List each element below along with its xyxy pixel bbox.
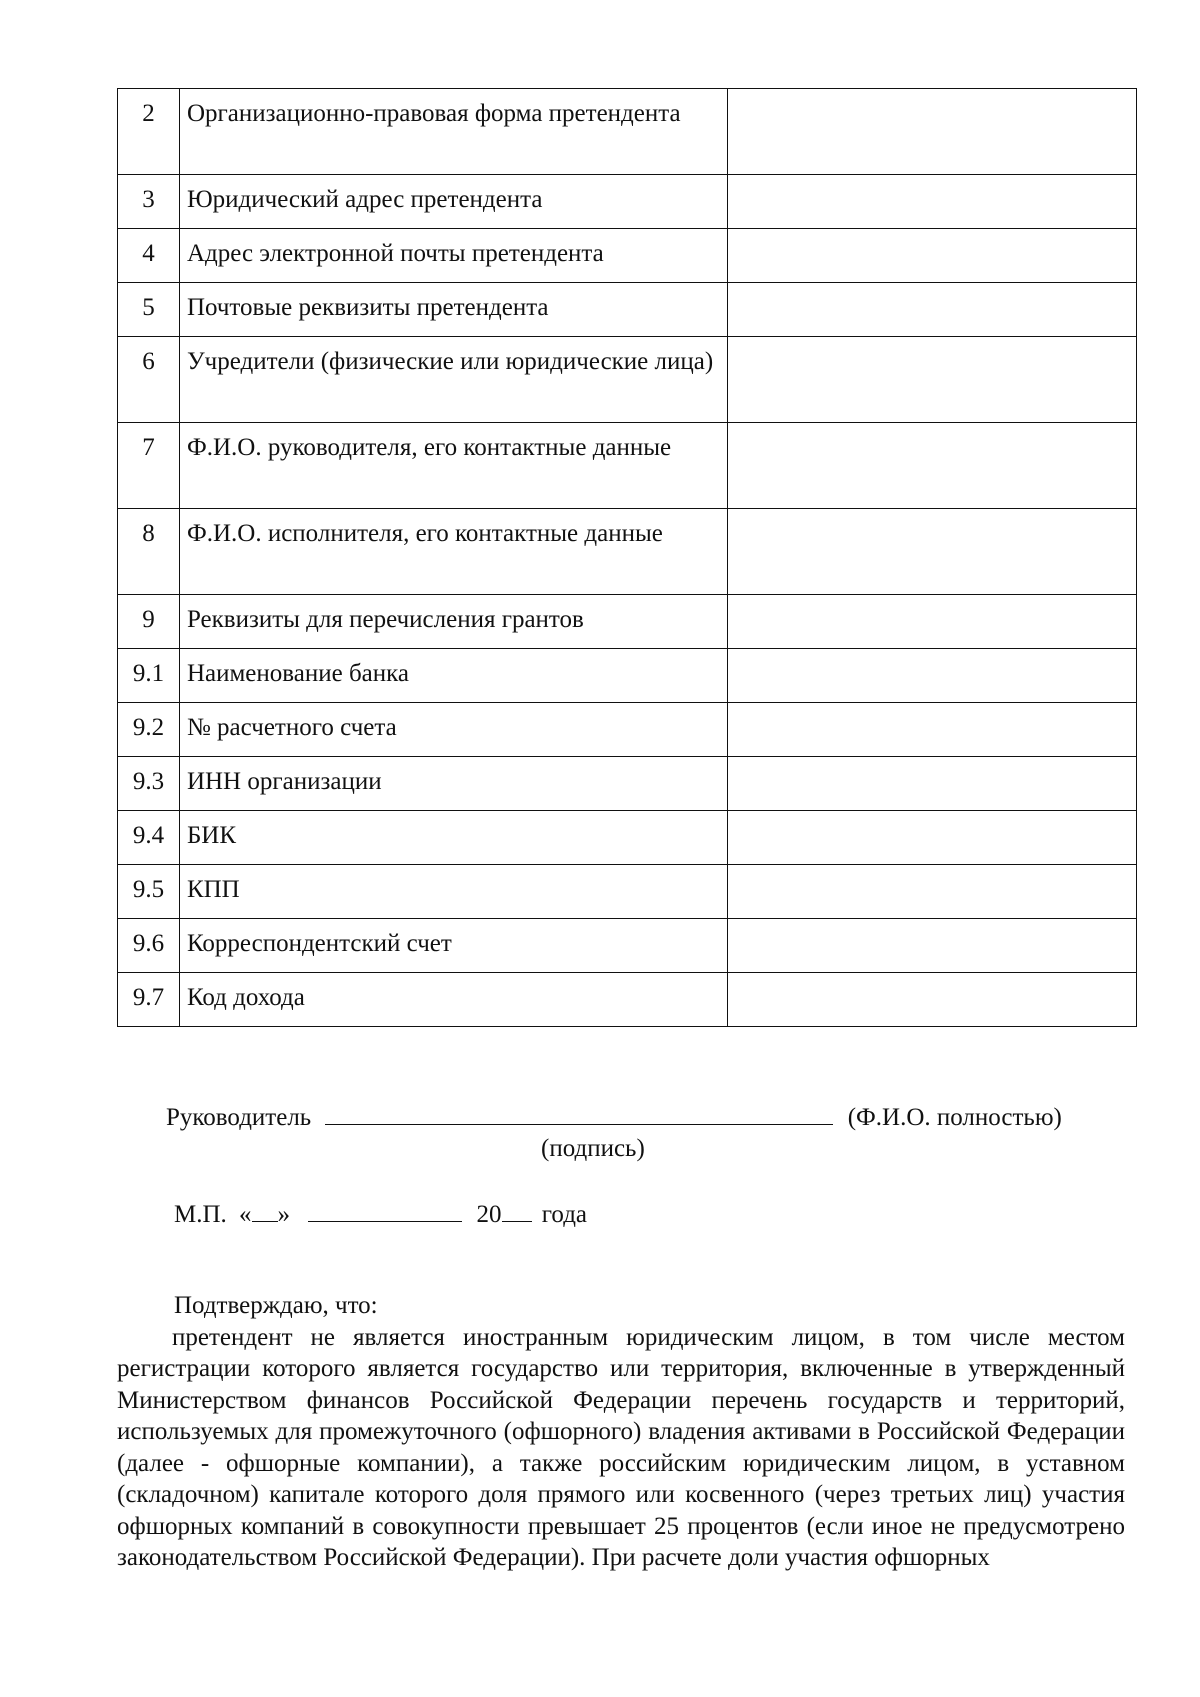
day-blank[interactable] — [252, 1197, 278, 1222]
row-label: Юридический адрес претендента — [179, 175, 727, 229]
row-value-cell[interactable] — [727, 649, 1136, 703]
stamp-date-row — [174, 1197, 587, 1231]
row-label: Организационно-правовая форма претендента — [179, 89, 727, 175]
row-value-cell[interactable] — [727, 973, 1136, 1027]
row-number: 9.1 — [118, 649, 180, 703]
table-row — [118, 919, 1137, 973]
row-label: Наименование банка — [179, 649, 727, 703]
table-row — [118, 89, 1137, 175]
row-value-cell[interactable] — [727, 865, 1136, 919]
row-number: 9.6 — [118, 919, 180, 973]
row-number: 9.5 — [118, 865, 180, 919]
row-label: Ф.И.О. исполнителя, его контактные данные — [179, 509, 727, 595]
row-value-cell[interactable] — [727, 229, 1136, 283]
signature-row — [166, 1100, 1062, 1134]
row-number: 9.2 — [118, 703, 180, 757]
row-value-cell[interactable] — [727, 757, 1136, 811]
row-value-cell[interactable] — [727, 337, 1136, 423]
confirmation-paragraph: претендент не является иностранным юридическим лицом, в том числе местом регистрации которого является государство или территория, включенные в утвержденный Министерством финансов Российской Федерации перечень государств и территорий, используемых для промежуточного (офшорного) владения активами в Российской Федерации (далее - офшорные компании), а также российским юридическим лицом, в уставном (складочном) капитале которого доля прямого или косвенного (через третьих лиц) участия офшорных компаний в совокупности превышает 25 процентов (если иное не предусмотрено законодательством Российской Федерации). При расчете доли участия офшорных — [117, 1323, 1125, 1571]
table-row — [118, 283, 1137, 337]
head-label: Руководитель — [166, 1104, 312, 1131]
table-row — [118, 649, 1137, 703]
row-number: 8 — [118, 509, 180, 595]
row-label: Адрес электронной почты претендента — [179, 229, 727, 283]
row-label: Учредители (физические или юридические лица) — [179, 337, 727, 423]
row-number: 2 — [118, 89, 180, 175]
row-label: № расчетного счета — [179, 703, 727, 757]
table-row — [118, 811, 1137, 865]
row-value-cell[interactable] — [727, 423, 1136, 509]
row-number: 9.3 — [118, 757, 180, 811]
row-number: 5 — [118, 283, 180, 337]
table-row — [118, 595, 1137, 649]
row-label: Ф.И.О. руководителя, его контактные данные — [179, 423, 727, 509]
year-blank[interactable] — [502, 1197, 532, 1222]
confirmation-block — [117, 1290, 1125, 1574]
row-number: 3 — [118, 175, 180, 229]
row-value-cell[interactable] — [727, 509, 1136, 595]
row-value-cell[interactable] — [727, 175, 1136, 229]
applicant-details-table — [117, 88, 1137, 1027]
confirmation-intro: Подтверждаю, что: — [174, 1292, 378, 1319]
table-row — [118, 509, 1137, 595]
row-number: 9.4 — [118, 811, 180, 865]
row-number: 6 — [118, 337, 180, 423]
signature-caption: (подпись) — [541, 1135, 645, 1162]
row-label: Почтовые реквизиты претендента — [179, 283, 727, 337]
row-number: 9.7 — [118, 973, 180, 1027]
row-number: 4 — [118, 229, 180, 283]
row-value-cell[interactable] — [727, 89, 1136, 175]
table-row — [118, 229, 1137, 283]
row-label: КПП — [179, 865, 727, 919]
fio-label: (Ф.И.О. полностью) — [847, 1104, 1062, 1131]
row-value-cell[interactable] — [727, 811, 1136, 865]
table-row — [118, 973, 1137, 1027]
year-prefix: 20 — [476, 1201, 502, 1228]
row-value-cell[interactable] — [727, 283, 1136, 337]
table-row — [118, 703, 1137, 757]
table-row — [118, 757, 1137, 811]
signature-line[interactable] — [325, 1100, 833, 1125]
row-value-cell[interactable] — [727, 919, 1136, 973]
quote-open: « — [239, 1201, 252, 1228]
row-label: Корреспондентский счет — [179, 919, 727, 973]
quote-close: » — [277, 1201, 291, 1228]
row-label: Реквизиты для перечисления грантов — [179, 595, 727, 649]
row-label: БИК — [179, 811, 727, 865]
table-row — [118, 337, 1137, 423]
row-value-cell[interactable] — [727, 595, 1136, 649]
table-row — [118, 175, 1137, 229]
row-number: 9 — [118, 595, 180, 649]
year-suffix: года — [541, 1201, 588, 1228]
mp-label: М.П. — [174, 1201, 227, 1228]
row-label: ИНН организации — [179, 757, 727, 811]
table-row — [118, 865, 1137, 919]
row-number: 7 — [118, 423, 180, 509]
row-value-cell[interactable] — [727, 703, 1136, 757]
row-label: Код дохода — [179, 973, 727, 1027]
month-blank[interactable] — [308, 1197, 462, 1222]
table-row — [118, 423, 1137, 509]
